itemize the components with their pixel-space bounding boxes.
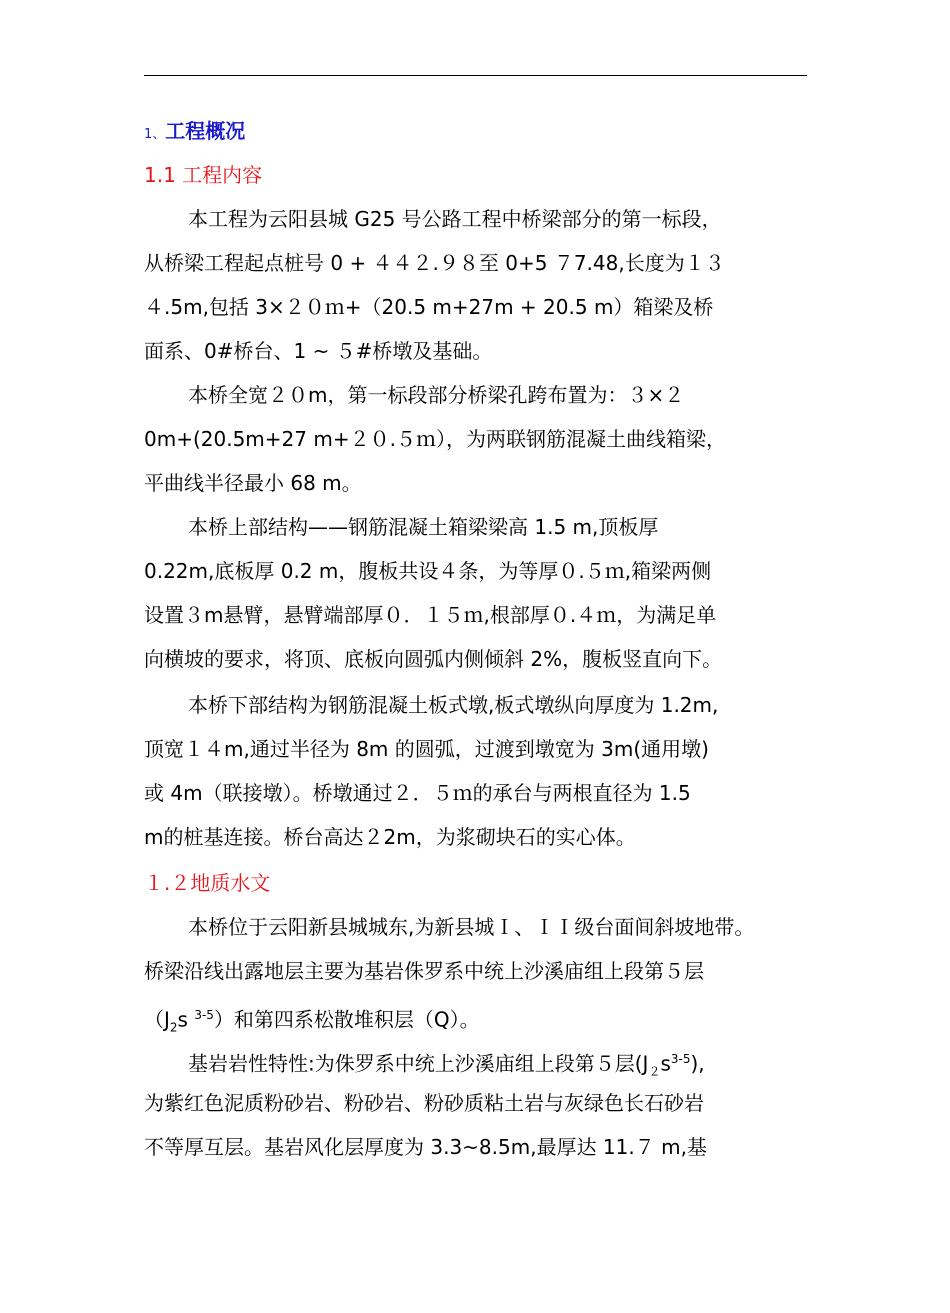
paragraph-line: 平曲线半径最小 68 m。 (144, 471, 362, 495)
paragraph-line: 本桥全宽２０m，第一标段部分桥梁孔跨布置为：３×２ (188, 383, 685, 407)
paragraph-line: 桥梁沿线出露地层主要为基岩侏罗系中统上沙溪庙组上段第５层 (144, 959, 704, 983)
paragraph-line: 0.22m,底板厚 0.2 m，腹板共设４条，为等厚０.５ｍ,箱梁两侧 (144, 559, 712, 583)
formula-mid: s (177, 1007, 195, 1032)
paragraph-line: 本桥下部结构为钢筋混凝土板式墩,板式墩纵向厚度为 1.2m, (188, 693, 719, 717)
formula-open: （J (144, 1007, 170, 1032)
formula-line (188, 1045, 868, 1086)
paragraph-line: ４.5m,包括 3×２０ｍ+（20.5 m+27m + 20.5 m）箱梁及桥 (144, 295, 714, 319)
paragraph-line: 本工程为云阳县城 G25 号公路工程中桥梁部分的第一标段， (188, 207, 722, 231)
formula-line (144, 1001, 824, 1042)
paragraph-line: 面系、0#桥台、1 ~ ５#桥墩及基础。 (144, 339, 493, 363)
paragraph-line: 不等厚互层。基岩风化层厚度为 3.3~8.5m,最厚达 11.７ m,基 (144, 1135, 707, 1159)
paragraph-line: 或 4m（联接墩）。桥墩通过２．５ｍ的承台与两根直径为 1.5 (144, 781, 691, 805)
paragraph-line: m的桩基连接。桥台高达２2m，为浆砌块石的实心体。 (144, 825, 636, 849)
heading-1-1: 1.1 工程内容 (144, 163, 263, 187)
formula-mid: s (660, 1051, 671, 1076)
paragraph-line: 本桥位于云阳新县城城东,为新县城Ｉ、ＩＩ级台面间斜坡地带。 (188, 915, 755, 939)
formula-subscript: ２ (648, 1064, 661, 1079)
heading-title: 工程概况 (165, 119, 246, 143)
paragraph-line: 从桥梁工程起点桩号 0 + ４４２.９８至 0+5 ７7.48,长度为１３ (144, 251, 725, 275)
formula-pre: 基岩岩性特性:为侏罗系中统上沙溪庙组上段第５层(J (188, 1051, 649, 1076)
paragraph-line: 为紫红色泥质粉砂岩、粉砂岩、粉砂质粘土岩与灰绿色长石砂岩 (144, 1091, 704, 1115)
paragraph-line: 向横坡的要求，将顶、底板向圆弧内侧倾斜 2%，腹板竖直向下。 (144, 647, 723, 671)
paragraph-line: 本桥上部结构——钢筋混凝土箱梁梁高 1.5 m,顶板厚 (188, 515, 659, 539)
heading-number: 1 (144, 127, 153, 142)
heading-1-2: １.２地质水文 (144, 871, 271, 895)
heading-section-1 (144, 117, 824, 149)
paragraph-line: 顶宽１４m,通过半径为 8m 的圆弧，过渡到墩宽为 3m(通用墩) (144, 737, 709, 761)
formula-subscript: 2 (169, 1020, 178, 1035)
formula-close: ）和第四系松散堆积层（Q）。 (213, 1007, 480, 1032)
formula-close: ), (690, 1051, 705, 1076)
formula-superscript: 3-5 (194, 1008, 214, 1022)
header-rule (144, 75, 807, 76)
paragraph-line: 设置３m悬臂，悬臂端部厚０．１５ｍ,根部厚０.４ｍ，为满足单 (144, 603, 717, 627)
heading-mark: 、 (152, 127, 166, 142)
formula-superscript: 3-5 (670, 1052, 691, 1066)
paragraph-line: 0m+(20.5m+27 m+２０.５ｍ），为两联钢筋混凝土曲线箱梁， (144, 427, 726, 451)
